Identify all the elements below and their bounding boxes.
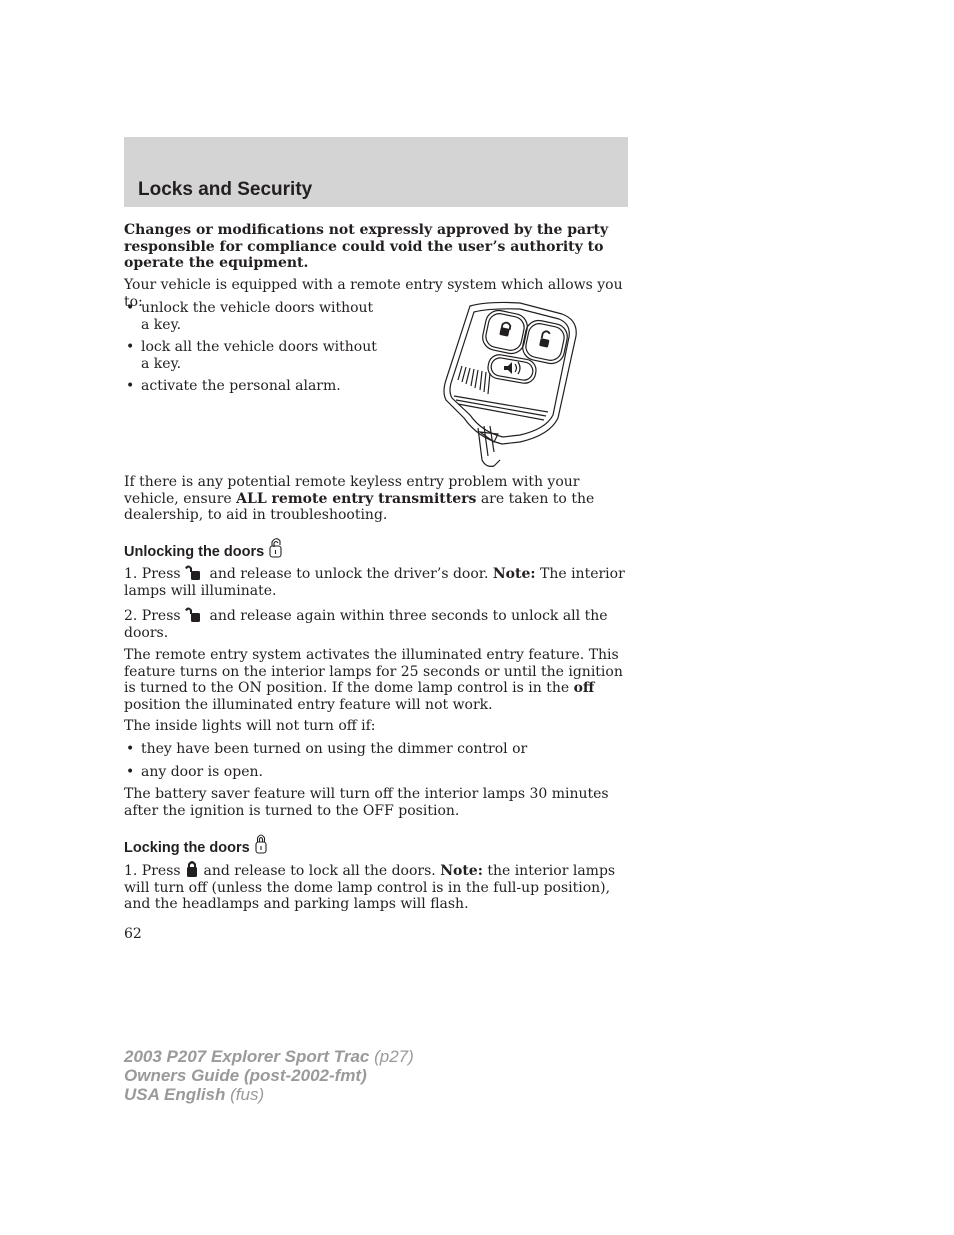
remote-entry-capabilities bbox=[124, 300, 424, 395]
key-fob-illustration bbox=[440, 300, 585, 468]
step-text: The interior lamps will illuminate. bbox=[124, 566, 625, 599]
paragraph-text: are taken to the dealership, to aid in troubleshooting. bbox=[124, 490, 595, 523]
footer-text: 2003 P207 Explorer Sport Trac bbox=[124, 1047, 370, 1066]
paragraph-text: The remote entry system activates the illuminated entry feature. This feature turns on the interior lamps for 25 seconds or until the ignition is turned to the ON position. If the dome lamp control is in the bbox=[124, 647, 623, 696]
troubleshooting-paragraph bbox=[124, 474, 630, 524]
fcc-warning: Changes or modifications not expressly approved by the party responsible for compliance could void the user’s authority to operate the equipment. bbox=[124, 222, 609, 271]
locking-heading bbox=[124, 833, 630, 857]
footer-line bbox=[124, 1047, 414, 1066]
paragraph-text: If there is any potential remote keyless entry problem with your vehicle, ensure bbox=[124, 474, 580, 507]
note-label: Note: bbox=[440, 863, 483, 879]
lock-solid-icon bbox=[185, 860, 199, 878]
step-text: and release to unlock the driver’s door. bbox=[205, 566, 493, 582]
unlocking-heading bbox=[124, 537, 630, 561]
footer-text: (fus) bbox=[225, 1085, 265, 1104]
inside-lights-conditions bbox=[124, 741, 630, 780]
step-text: 1. Press bbox=[124, 566, 181, 582]
illuminated-entry-paragraph bbox=[124, 647, 630, 713]
lock-outline-icon bbox=[254, 833, 268, 855]
remote-entry-lead: Your vehicle is equipped with a remote entry system which allows you to: bbox=[124, 277, 623, 310]
paragraph-bold: off bbox=[573, 680, 595, 696]
step-text: 1. Press bbox=[124, 863, 181, 879]
list-item: • any door is open. bbox=[124, 764, 630, 781]
step-text: the interior lamps will turn off (unless the dome lamp control is in the full-up position), and the headlamps and parking lamps will flash. bbox=[124, 863, 616, 912]
list-item bbox=[124, 300, 424, 333]
footer-text: (p27) bbox=[369, 1047, 414, 1066]
list-item bbox=[124, 378, 424, 395]
step-text: and release to lock all the doors. bbox=[199, 863, 441, 879]
footer-line bbox=[124, 1085, 414, 1104]
list-item bbox=[124, 339, 424, 372]
bullet-line: a key. bbox=[141, 316, 182, 333]
footer-text: Owners Guide (post-2002-fmt) bbox=[124, 1066, 367, 1085]
note-label: Note: bbox=[492, 566, 536, 582]
bullet-line: activate the personal alarm. bbox=[141, 378, 341, 394]
battery-saver-paragraph: The battery saver feature will turn off the interior lamps 30 minutes after the ignition is turned to the OFF position. bbox=[124, 786, 609, 819]
bullet-line: a key. bbox=[141, 355, 182, 372]
lock-step-1 bbox=[124, 860, 630, 913]
document-footer bbox=[124, 1047, 414, 1104]
bullet-line: lock all the vehicle doors without bbox=[141, 339, 377, 355]
page-number: 62 bbox=[124, 926, 142, 942]
heading-text: Locking the doors bbox=[124, 840, 250, 856]
unlock-outline-icon bbox=[268, 537, 284, 559]
unlock-solid-icon bbox=[185, 606, 205, 623]
list-item: • they have been turned on using the dimmer control or bbox=[124, 741, 630, 758]
footer-line bbox=[124, 1066, 414, 1085]
heading-text: Unlocking the doors bbox=[124, 544, 265, 560]
bullet-line: unlock the vehicle doors without bbox=[141, 300, 374, 316]
footer-text: USA English bbox=[124, 1085, 226, 1104]
step-text: and release again within three seconds to unlock all the doors. bbox=[124, 608, 608, 641]
unlock-step-2 bbox=[124, 606, 630, 641]
inside-lights-lead: The inside lights will not turn off if: bbox=[124, 718, 376, 734]
paragraph-bold: ALL remote entry transmitters bbox=[236, 490, 477, 507]
unlock-solid-icon bbox=[185, 564, 205, 581]
step-text: 2. Press bbox=[124, 608, 181, 624]
unlock-step-1 bbox=[124, 564, 630, 599]
paragraph-text: position the illuminated entry feature will not work. bbox=[124, 696, 493, 713]
section-title: Locks and Security bbox=[138, 179, 313, 200]
